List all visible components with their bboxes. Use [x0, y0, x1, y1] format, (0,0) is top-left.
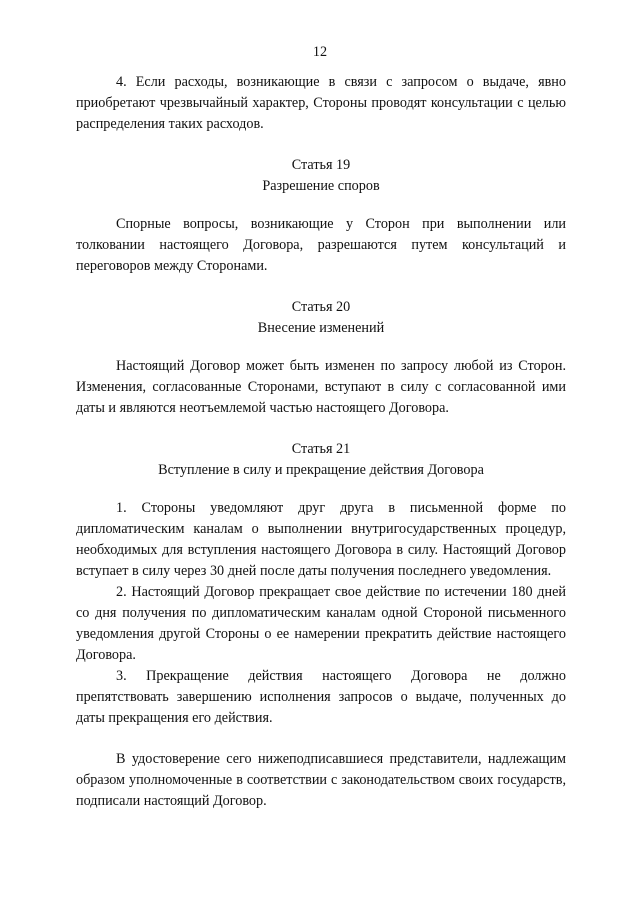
article-19-number: Статья 19: [291, 157, 351, 173]
article-20-paragraph: Настоящий Договор может быть изменен по запросу любой из Сторон. Изменения, согласованные Сторонами, вступают в силу с согласованной ими даты и являются неотъемлемой частью настоящего Договора.: [76, 358, 566, 416]
article-19: [76, 155, 566, 277]
article-21-number: Статья 21: [291, 441, 351, 457]
article-19-paragraph: Спорные вопросы, возникающие у Сторон при выполнении или толковании настоящего Договора, разрешаются путем консультаций и переговоров между Сторонами.: [76, 216, 566, 274]
article-21-title: Вступление в силу и прекращение действия Договора: [158, 462, 484, 478]
article-20-number: Статья 20: [291, 299, 351, 315]
article-20-title: Внесение изменений: [257, 320, 385, 336]
page-number: 12: [312, 44, 328, 60]
article-21-paragraph-1: 1. Стороны уведомляют друг друга в письменной форме по дипломатическим каналам о выполнении внутригосударственных процедур, необходимых для вступления настоящего Договора в силу. Настоящий Договор вступает в силу через 30 дней после даты получения последнего уведомления.: [76, 500, 566, 579]
paragraph-expenses: 4. Если расходы, возникающие в связи с запросом о выдаче, явно приобретают чрезвычайный характер, Стороны проводят консультации с целью распределения таких расходов.: [76, 74, 566, 132]
closing-paragraph: В удостоверение сего нижеподписавшиеся представители, надлежащим образом уполномоченные в соответствии с законодательством своих государств, подписали настоящий Договор.: [76, 751, 566, 809]
article-19-title: Разрешение споров: [262, 178, 380, 194]
article-21: [76, 439, 566, 729]
article-21-paragraph-3: 3. Прекращение действия настоящего Договора не должно препятствовать завершению исполнения запросов о выдаче, полученных до даты прекращения его действия.: [76, 668, 566, 726]
article-21-paragraph-2: 2. Настоящий Договор прекращает свое действие по истечении 180 дней со дня получения по дипломатическим каналам одной Стороной письменного уведомления другой Стороны о ее намерении прекратить действие настоящего Договора.: [76, 584, 566, 663]
document-body: [76, 72, 566, 812]
article-20: [76, 297, 566, 419]
